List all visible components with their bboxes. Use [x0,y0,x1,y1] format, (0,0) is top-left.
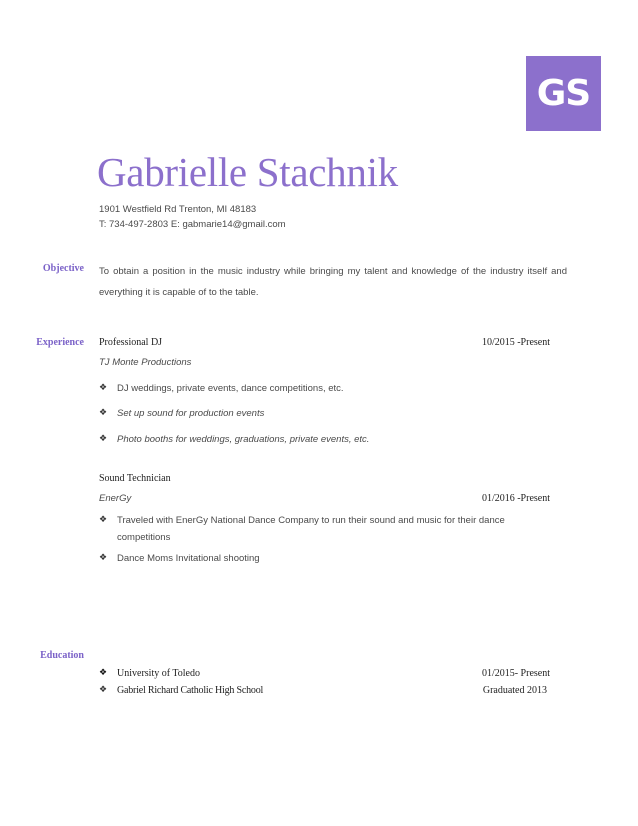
job-2-header [99,473,550,489]
diamond-bullet-icon: ❖ [99,434,108,444]
contact-phone-email: T: 734-497-2803 E: gabmarie14@gmail.com [99,219,286,230]
objective-label: Objective [42,263,84,274]
job-2-title: Sound Technician [99,473,171,484]
education-item: ❖ University of Toledo 01/2015- Present [99,665,550,682]
education-item: ❖ Gabriel Richard Catholic High School Graduated 2013 [99,682,547,699]
job-1-bullet: ❖ Photo booths for weddings, graduations, private events, etc. [99,431,539,448]
education-dates: Graduated 2013 [482,685,547,696]
candidate-name: Gabrielle Stachnik [97,149,398,195]
monogram-badge [526,56,601,131]
contact-address: 1901 Westfield Rd Trenton, MI 48183 [99,204,257,215]
diamond-bullet-icon: ❖ [99,408,108,418]
monogram-text: GS [536,73,591,114]
job-2-company: EnerGy [99,493,132,504]
diamond-bullet-icon: ❖ [99,553,108,563]
objective-text: To obtain a position in the music industry while bringing my talent and knowledge of the industry itself and everything it is capable of to the table. [99,266,567,298]
job-2-bullet: ❖ Traveled with EnerGy National Dance Company to run their sound and music for their dance competitions [99,512,539,546]
job-2-bullet: ❖ Dance Moms Invitational shooting [99,550,539,567]
education-label: Education [40,650,84,661]
job-1-title: Professional DJ [99,337,163,348]
job-1-header [99,337,550,353]
job-1-bullet: ❖ Set up sound for production events [99,405,539,422]
job-1-dates: 10/2015 -Present [481,337,550,348]
diamond-bullet-icon: ❖ [99,668,108,678]
job-2-subheader [99,493,550,509]
job-1-bullet: ❖ DJ weddings, private events, dance competitions, etc. [99,380,539,397]
diamond-bullet-icon: ❖ [99,685,108,695]
job-2-dates: 01/2016 -Present [481,493,550,504]
education-dates: 01/2015- Present [481,668,550,679]
job-1-company: TJ Monte Productions [99,357,192,368]
experience-label: Experience [36,337,84,348]
diamond-bullet-icon: ❖ [99,515,108,525]
diamond-bullet-icon: ❖ [99,383,108,393]
